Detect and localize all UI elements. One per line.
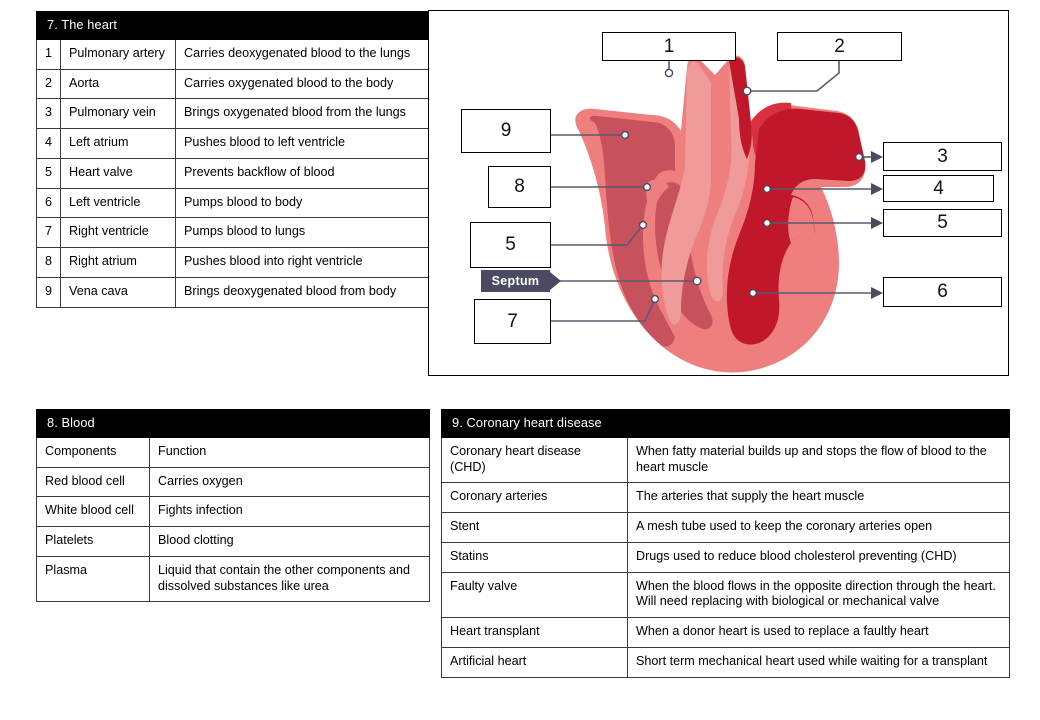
endpoint-dot-8 (644, 184, 651, 191)
callout-label: 2 (834, 35, 845, 57)
row-term: Right ventricle (61, 218, 176, 248)
row-definition: The arteries that supply the heart muscle (628, 483, 1010, 513)
row-definition: Brings oxygenated blood from the lungs (176, 99, 430, 129)
callout-label: 1 (663, 35, 675, 57)
table-row (37, 248, 430, 278)
row-number: 9 (37, 277, 61, 307)
endpoint-dot-4 (764, 186, 771, 193)
row-definition: When fatty material builds up and stops the flow of blood to the heart muscle (628, 437, 1010, 482)
arrowhead-3 (871, 151, 883, 163)
callout-label: 3 (937, 145, 948, 167)
table-row (37, 277, 430, 307)
heart-table (36, 11, 430, 308)
row-definition: Drugs used to reduce blood cholesterol preventing (CHD) (628, 542, 1010, 572)
endpoint-dot-2 (743, 87, 751, 95)
endpoint-dot-septum (693, 277, 701, 285)
row-definition: Pumps blood to body (176, 188, 430, 218)
row-term: Aorta (61, 69, 176, 99)
callout-label: 7 (507, 310, 518, 332)
endpoint-dot-1 (665, 69, 672, 76)
row-number: 4 (37, 129, 61, 159)
callout-box-9[interactable] (461, 109, 551, 153)
table-row (37, 497, 430, 527)
table-header-row (37, 410, 430, 438)
row-definition: Carries oxygen (150, 467, 430, 497)
row-number: 3 (37, 99, 61, 129)
table-row (37, 69, 430, 99)
table-column-header-row (37, 437, 430, 467)
callout-box-2[interactable] (777, 32, 902, 61)
table-row (37, 129, 430, 159)
row-term: Left ventricle (61, 188, 176, 218)
callout-label: 5 (505, 234, 516, 255)
heart-table-title: 7. The heart (37, 12, 430, 40)
endpoint-dot-9 (622, 132, 629, 139)
row-number: 6 (37, 188, 61, 218)
row-definition: Liquid that contain the other components and dissolved substances like urea (150, 556, 430, 601)
row-term: Statins (442, 542, 628, 572)
row-term: Right atrium (61, 248, 176, 278)
row-number: 7 (37, 218, 61, 248)
callout-label: 5 (937, 212, 948, 233)
table-row (442, 647, 1010, 677)
row-term: Platelets (37, 527, 150, 557)
row-term: Pulmonary artery (61, 39, 176, 69)
callout-box-3[interactable] (883, 142, 1002, 171)
callout-box-6[interactable] (883, 277, 1002, 307)
table-header-row (37, 12, 430, 40)
callout-label: 4 (933, 177, 944, 199)
table-row (37, 188, 430, 218)
septum-label: Septum (491, 274, 540, 288)
septum-arrow-icon (550, 272, 561, 290)
endpoint-dot-5-left (640, 222, 647, 229)
callout-box-1[interactable] (602, 32, 736, 61)
column-header-function: Function (150, 437, 430, 467)
table-row (37, 218, 430, 248)
arrowhead-6 (871, 287, 883, 299)
table-row (37, 556, 430, 601)
row-term: Stent (442, 513, 628, 543)
row-term: White blood cell (37, 497, 150, 527)
callout-label: 8 (514, 176, 525, 197)
row-term: Coronary heart disease (CHD) (442, 437, 628, 482)
table-row (37, 158, 430, 188)
row-definition: Carries oxygenated blood to the body (176, 69, 430, 99)
callout-box-8[interactable] (488, 166, 551, 208)
callout-box-7[interactable] (474, 299, 551, 344)
table-row (442, 542, 1010, 572)
table-row (442, 513, 1010, 543)
table-row (37, 39, 430, 69)
row-term: Coronary arteries (442, 483, 628, 513)
row-term: Red blood cell (37, 467, 150, 497)
row-definition: Blood clotting (150, 527, 430, 557)
callout-box-5-right[interactable] (883, 209, 1002, 237)
table-row (442, 437, 1010, 482)
row-definition: When the blood flows in the opposite direction through the heart. Will need replacing with biological or mechanical valve (628, 572, 1010, 617)
chd-table (441, 409, 1010, 678)
row-definition: Carries deoxygenated blood to the lungs (176, 39, 430, 69)
row-term: Pulmonary vein (61, 99, 176, 129)
row-term: Heart valve (61, 158, 176, 188)
row-definition: A mesh tube used to keep the coronary arteries open (628, 513, 1010, 543)
row-definition: Brings deoxygenated blood from body (176, 277, 430, 307)
table-row (442, 483, 1010, 513)
row-number: 1 (37, 39, 61, 69)
row-term: Faulty valve (442, 572, 628, 617)
row-definition: When a donor heart is used to replace a faultly heart (628, 618, 1010, 648)
row-definition: Pushes blood to left ventricle (176, 129, 430, 159)
table-header-row (442, 410, 1010, 438)
septum-callout[interactable] (481, 270, 550, 292)
callout-label: 6 (937, 281, 948, 302)
row-number: 8 (37, 248, 61, 278)
callout-box-5-left[interactable] (470, 222, 551, 268)
endpoint-dot-3 (856, 154, 863, 161)
blood-table (36, 409, 430, 602)
arrowhead-4 (871, 183, 883, 195)
table-row (37, 527, 430, 557)
row-term: Plasma (37, 556, 150, 601)
chd-table-title: 9. Coronary heart disease (442, 410, 1010, 438)
table-row (37, 99, 430, 129)
row-term: Heart transplant (442, 618, 628, 648)
row-term: Left atrium (61, 129, 176, 159)
row-term: Artificial heart (442, 647, 628, 677)
row-number: 5 (37, 158, 61, 188)
row-definition: Prevents backflow of blood (176, 158, 430, 188)
table-row (442, 618, 1010, 648)
table-row (442, 572, 1010, 617)
row-definition: Pumps blood to lungs (176, 218, 430, 248)
table-row (37, 467, 430, 497)
callout-label: 9 (500, 120, 512, 141)
column-header-components: Components (37, 437, 150, 467)
row-term: Vena cava (61, 277, 176, 307)
endpoint-dot-6 (750, 290, 757, 297)
row-definition: Short term mechanical heart used while waiting for a transplant (628, 647, 1010, 677)
callout-box-4[interactable] (883, 175, 994, 202)
blood-table-title: 8. Blood (37, 410, 430, 438)
heart-diagram-panel (428, 10, 1009, 376)
row-number: 2 (37, 69, 61, 99)
arrowhead-5-right (871, 217, 883, 229)
row-definition: Fights infection (150, 497, 430, 527)
endpoint-dot-7 (652, 296, 659, 303)
endpoint-dot-5-right (764, 220, 771, 227)
row-definition: Pushes blood into right ventricle (176, 248, 430, 278)
